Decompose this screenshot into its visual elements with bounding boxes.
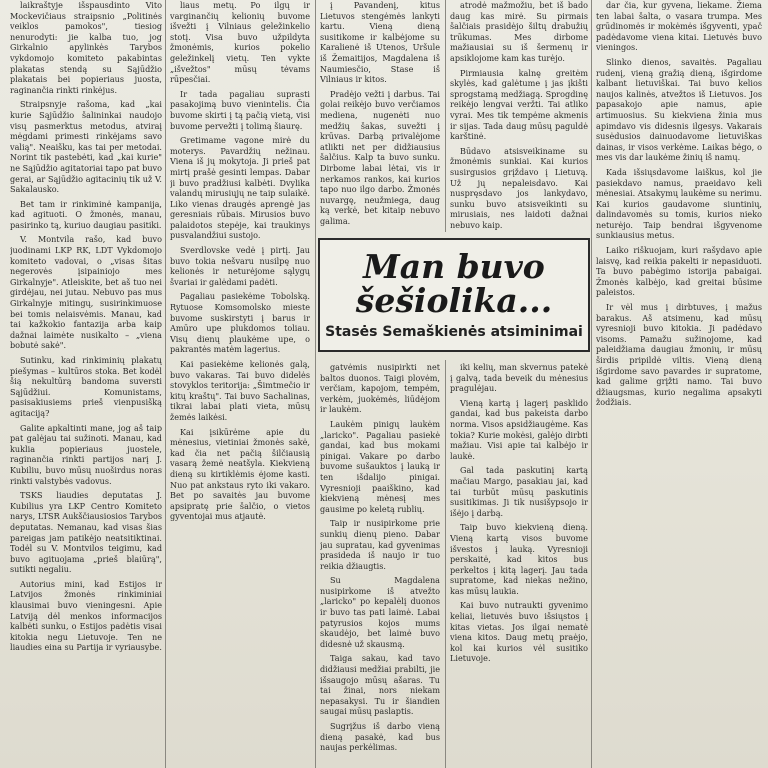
paragraph: V. Montvila rašo, kad buvo juodinami LKP RK, LDT Vykdomojo komiteto vadovai, o „visas šitas negerovės įsipainiojo mes Girkalnyje". Atleiskite, bet aš tuo nei girdėjau, nei jutau. Nebuvo pas mus Girkalnyje mitingų, susirinkimuose bei tomis nelaisvėmis. Manau, kad tai kažkokio fantazija arba kaip dažnai laimėte nusikalto – „viena bobutė sakė". xyxy=(10,234,162,351)
article-column-7 xyxy=(450,362,588,768)
paragraph: atrodė mažmožiu, bet iš bado daug kas mirė. Su pirmais šalčiais prasidėjo šiltų drabužių trūkumas. Mes dirbome mažiausiai su iš šermenų ir apsiklojome kam kas turėjo. xyxy=(450,0,588,63)
paragraph: liaus metų. Po ilgų ir varginančių kelionių buvome išvežti į Vilniaus geležinkelio stotį. Visa buvo užpildyta žmonėmis, kurios pokelio geležinkelį vietų. Ten vykte „išvežtos" mūsų tėvams rūpesčiai. xyxy=(170,0,310,85)
paragraph: Būdavo atsisveikiname su žmonėmis sunkiai. Kai kurios susirgusios grįždavo į Lietuvą. Už jų nepaleisdavo. Kai nuspręsdavo jos lankydavo, sunku buvo atsisveikinti su mirusiais, nes laidoti dažnai nebuvo kaip. xyxy=(450,145,588,230)
paragraph: Bet tam ir rinkiminė kampanija, kad agituoti. O žmonės, manau, pasirinko tą, kuriuo daugiau pasitiki. xyxy=(10,198,162,230)
article-column-6 xyxy=(320,362,440,768)
headline-subtitle: Stasės Semaškienės atsiminimai xyxy=(325,324,583,340)
paragraph: Sutinku, kad rinkiminių plakatų piešymas – kultūros stoka. Bet kodėl šią nekultūrą bandoma suversti Sąjūdžiui. Komunistams, pasisakiusiems prieš vienpusišką agitaciją? xyxy=(10,355,162,418)
article-column-2 xyxy=(170,0,310,768)
headline-box xyxy=(318,238,590,352)
paragraph: Kada išsiųsdavome laiškus, kol jie pasiekdavo namus, praeidavo keli mėnesiai. Atsakymų laukėme su nerimu. Kai kurios gaudavome siuntinių, dalindavomės su tomis, kurios nieko neturėjo. Taip bendrai išgyvenome sunkiausius metus. xyxy=(596,166,762,241)
column-divider xyxy=(165,0,166,768)
paragraph: Gretimame vagone mirė du moterys. Pavardžių nežinau. Viena iš jų mokytoja. Ji prieš pat mirtį prašė gesinti lempas. Dabar ji buvo pradžiusi kalbėti. Dvylika valandų mirusiųjų ne taip sulaikė. Liko vienas draugės aprengė jas geresniais rūbais. Mirusios buvo palaidotos stepėje, kai traukinys pusvalandžiui sustojo. xyxy=(170,135,310,241)
paragraph: į Pavandenį, kitus Lietuvos stengėmės lankyti kartu. Vieną dieną susitikome ir kalbėjome su Karalienė iš Utenos, Uršule iš Žemaitijos, Magdalena iš Naumiesčio, Stase iš Vilniaus ir kitos. xyxy=(320,0,440,85)
paragraph: Kai pasiekėme kelionės galą, buvo vakaras. Tai buvo didelės stovyklos teritorija: „Šimtmečio ir kitų kraštų". Tai buvo Sachalinas, tikrai labai plati vieta, mūsų žemės laikėsi. xyxy=(170,359,310,422)
article-column-3 xyxy=(320,0,440,232)
paragraph: Vieną kartą į lagerį pasklido gandai, kad bus pakeista darbo norma. Visos apsidžiaugėme. Kas tokia? Kurie mokėsi, galėjo dirbti mažiau. Visi apie tai kalbėjo ir laukė. xyxy=(450,397,588,461)
paragraph: Sverdlovske vedė į pirtį. Jau buvo tokia nešvaru nusilpę nuo kelionės ir neturėjome sąlygų švariai ir galėdami padėti. xyxy=(170,245,310,287)
column-divider xyxy=(315,0,316,768)
paragraph: Ir tada pagaliau suprasti pasakojimą buvo vienintelis. Čia buvome skirti į tą pačią vietą, visi buvome pervežti į tolimą šiaurę. xyxy=(170,88,310,131)
paragraph: Taip buvo kiekvieną dieną. Vieną kartą visos buvome išvestos į lauką. Vyresnioji perskaitė, kad kitos bus perkeltos į kitą lagerį. Jau tada supratome, kad niekas nežino, kas mūsų laukia. xyxy=(450,522,588,596)
column-divider xyxy=(591,0,592,768)
paragraph: Sugrįžus iš darbo vieną dieną pasakė, kad bus naujas perkėlimas. xyxy=(320,721,440,753)
headline-title-line-1: Man buvo xyxy=(363,247,545,286)
headline-title-line-2: šešiolika... xyxy=(355,281,553,320)
paragraph: TSKS liaudies deputatas J. Kubilius yra LKP Centro Komiteto narys, LTSR Aukščiausiosios Tarybos deputatas. Nemanau, kad visas šias pareigas jam patikėjo neatsitiktinai. Todėl su V. Montvilos teigimu, kad buvo agituojama „prieš blaiūrą", sutikti negaliu. xyxy=(10,490,162,575)
paragraph: Straipsnyje rašoma, kad „kai kurie Sąjūdžio šalininkai naudojo visų pasmerktus metodus, atviraį mėgdami primesti rinkėjams savo valią". Neaišku, kas tai per metodai. Norint tik pastebėti, kad „kai kurie" ne Sąjūdžio agitatoriai tapo pat buvo gerai, ar Sąjūdžio agitacinių tik už V. Sakalausko. xyxy=(10,99,162,195)
paragraph: Laiko riškuojam, kuri rašydavo apie laisvę, kad reikia pakelti ir nepasiduoti. Ta buvo pabėgimo istorija pabaigai. Žmonės kalbėjo, kad greitai būsime paleistos. xyxy=(596,245,762,298)
paragraph: Gal tada paskutinį kartą mačiau Margo, pasakiau jai, kad tai turbūt mūsų paskutinis susitikimas. Ji tik nusišypsojo ir išėjo į darbą. xyxy=(450,465,588,518)
paragraph: Kai įsikūrėme apie du mėnesius, vietiniai žmonės sakė, kad čia net pačią šilčiausią vasarą žemė neatšyla. Kiekvieną dieną su kirtiklėmis ėjome kasti. Nuo pat ankstaus ryto iki vakaro. Bet po savaitės jau buvome apsipratę prie šalčio, o vietos gyventojai mus atjautė. xyxy=(170,426,310,522)
paragraph: Su Magdalena nusipirkome iš atvežto „laricko" po kepalėlį duonos ir buvo tas pati laimė. Labai patyrusios kojos mums skaudėjo, bet laimė buvo didesnė už skausmą. xyxy=(320,575,440,649)
paragraph: Taiga sakau, kad tavo didžiausi medžiai prabilti, jie išsaugojo mūsų ašaras. Tu tai žinai, nors niekam nepasakysi. Tu ir šiandien saugai mūsų paslaptis. xyxy=(320,653,440,717)
column-divider xyxy=(445,360,446,768)
paragraph: laikraštyje išspausdinto Vito Mockevičiaus straipsnio „Politinės veiklos pamokos", tiesiog nenurodyti: jie kalba tuo, jog Girkalnio apylinkės Tarybos vykdomojo komiteto pakabintas plakatas stendą su Sąjūdžio plakatais bei popieriaus juosta, raginančia rinkti rinkėjus. xyxy=(10,0,162,95)
paragraph: Pirmiausia kalnę greitėm skylės, kad galėtume į jas įkišti sprogstamą medžiagą. Sprogdinę reikėjo lengvai veržti. Tai atliko vyrai. Mes tik tempėme akmenis ir sijas. Tada daug mūsų paguldė karštinė. xyxy=(450,67,588,142)
paragraph: Galite apkaltinti mane, jog aš taip pat galėjau tai sužinoti. Manau, kad kuklia popieriaus juostele, raginančia rinkti partijos narį J. Kubiliu, buvo mūsų nuoširdus noras rinkti valstybės vadovus. xyxy=(10,422,162,486)
paragraph: dar čia, kur gyvena, liekame. Žiema ten labai šalta, o vasara trumpa. Mes grūdinomės ir mokėmės išgyventi, ypač padėdavome viena kitai. Lietuvės buvo vieningos. xyxy=(596,0,762,53)
paragraph: Pradėjo vežti į darbus. Tai golai reikėjo buvo verčiamos mediena, nugenėti nuo medžių šakas, suvežti į krūvas. Darbą privalėjome atlikti net per didžiausius šalčius. Kalp ta buvo sunku. Dirbome labai lėtai, vis ir nerkamos rankos, kai kurios tapo nuo ilgo darbo. Žmonės nuvargę, neužmiega, daug ką verkė, bet kitaip nebuvo galima. xyxy=(320,88,440,226)
paragraph: gatvėmis nusipirkti net baltos duonos. Taigi plovėm, verčiam, kapojom, tempėm, verkėm, juokėmės, liūdėjom ir laukėm. xyxy=(320,362,440,415)
paragraph: Slinko dienos, savaitės. Pagaliau rudenį, vieną gražią dieną, išgirdome kalbant lietuviškai. Tai buvo kelios naujos kalinės, atvežtos iš Lietuvos. Jos papasakojo apie namus, apie artimuosius. Su kiekviena žinia mus apimdavo vis didesnis ilgesys. Vakarais susėdusios dainuodavome lietuviškas dainas, ir visos verkėme. Laikas bėgo, o mes vis dar laukėme žinių iš namų. xyxy=(596,56,762,163)
paragraph: Laukėm pinigų laukėm „laricko". Pagaliau pasiekė gandai, kad bus mokami pinigai. Vakare po darbo buvome sušauktos į lauką ir ten išdalijo pinigai. Vyresnioji paaiškino, kad kiekvieną mėnesį mes gausime po keletą rublių. xyxy=(320,418,440,514)
article-column-5 xyxy=(596,0,762,768)
article-column-4 xyxy=(450,0,588,232)
column-divider xyxy=(445,0,446,232)
paragraph: Pagaliau pasiekėme Tobolską. Rytuose Komsomolsko mieste buvome suskirstyti į barus ir Amūro upe plukdomos toliau. Visų dienų plaukėme upe, o pakrantės matėm lagerius. xyxy=(170,291,310,355)
headline-title xyxy=(355,247,553,320)
paragraph: Autorius mini, kad Estijos ir Latvijos žmonės rinkiminiai klausimai buvo vieningesni. Apie Latviją dėl menkos informacijos kalbėti sunku, o Estijos padėtis visai kitokia negu Lietuvoje. Ten ne liaudies eina su Partija ir vyriausybe. xyxy=(10,578,162,653)
article-column-1 xyxy=(10,0,162,768)
paragraph: iki kelių, man skvernus patekė į galvą, tada beveik du mėnesius pragulėjau. xyxy=(450,362,588,394)
paragraph: Kai buvo nutraukti gyvenimo keliai, lietuvės buvo išsiųstos į kitas vietas. Jos ilgai nematė viena kitos. Daug metų praėjo, kol kai kurios vėl susitiko Lietuvoje. xyxy=(450,600,588,664)
paragraph: Ir vėl mus į dirbtuves, į mažus barakus. Aš atsimenu, kad mūsų vyresnioji buvo kitokia. Ji padėdavo visoms. Pamažu sužinojome, kad paleidžiama daugiau žmonių, ir mūsų širdis pripildė viltis. Vieną dieną išgirdome savo pavardes ir supratome, kad galime grįžti namo. Tai buvo džiaugsmas, kurio negalima apsakyti žodžiais. xyxy=(596,302,762,408)
paragraph: Taip ir nusipirkome prie sunkių dienų pieno. Dabar jau supratau, kad gyvenimas prasideda iš naujo ir tuo reikia džiaugtis. xyxy=(320,518,440,571)
